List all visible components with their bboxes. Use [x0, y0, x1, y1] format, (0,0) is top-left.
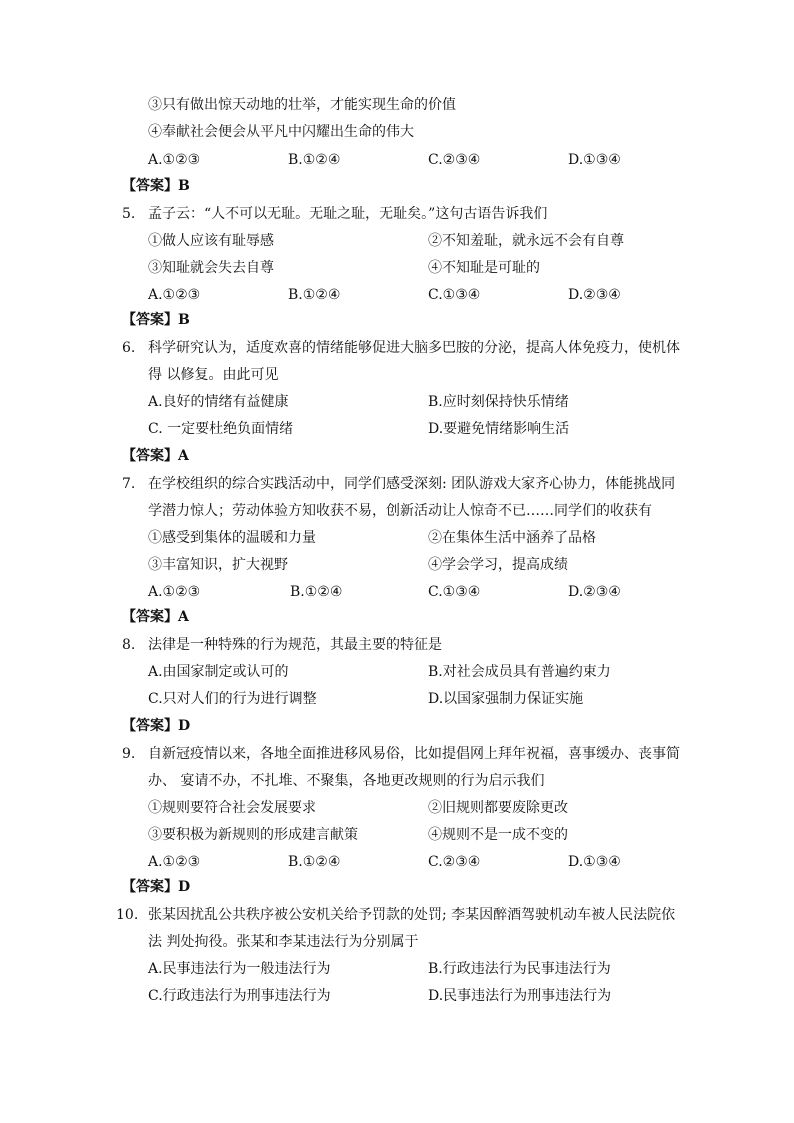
q4-choice-b: B.①②④: [288, 152, 341, 168]
q9-answer: 【答案】D: [122, 879, 191, 895]
q9-option-3: ③要积极为新规则的形成建言献策: [148, 827, 358, 843]
q7-number: 7.: [122, 476, 136, 492]
q10-number: 10.: [116, 907, 139, 923]
q7-option-3: ③丰富知识，扩大视野: [148, 557, 288, 573]
q4-option-3: ③只有做出惊天动地的壮举，才能实现生命的价值: [148, 97, 456, 113]
q6-option-b: B.应时刻保持快乐情绪: [428, 394, 569, 410]
q9-choice-d: D.①③④: [568, 854, 621, 870]
q5-choice-c: C.①③④: [428, 287, 481, 303]
q9-option-4: ④规则不是一成不变的: [428, 827, 568, 843]
q5-choice-a: A.①②③: [148, 287, 201, 303]
q7-choice-d: D.②③④: [568, 584, 621, 600]
q6-option-d: D.要避免情绪影响生活: [428, 421, 570, 437]
q9-choice-a: A.①②③: [148, 854, 201, 870]
q10-stem-line-2: 法 判处拘役。张某和李某违法行为分别属于: [148, 934, 419, 950]
q8-option-b: B.对社会成员具有普遍约束力: [428, 664, 611, 680]
q6-answer: 【答案】A: [122, 448, 189, 464]
q10-stem-line-1: 张某因扰乱公共秩序被公安机关给予罚款的处罚; 李某因醉酒驾驶机动车被人民法院依: [148, 907, 676, 923]
q7-answer: 【答案】A: [122, 609, 189, 625]
q8-stem: 法律是一种特殊的行为规范，其最主要的特征是: [148, 637, 442, 653]
q10-option-d: D.民事违法行为刑事违法行为: [428, 988, 612, 1004]
q6-option-a: A.良好的情绪有益健康: [148, 394, 289, 410]
q5-option-4: ④不知耻是可耻的: [428, 260, 540, 276]
q4-option-4: ④奉献社会便会从平凡中闪耀出生命的伟大: [148, 124, 414, 140]
q7-choice-a: A.①②③: [148, 584, 201, 600]
q9-choice-b: B.①②④: [288, 854, 341, 870]
q7-option-1: ①感受到集体的温暖和力量: [148, 530, 316, 546]
q8-option-c: C.只对人们的行为进行调整: [148, 691, 317, 707]
q8-number: 8.: [122, 637, 136, 653]
q6-stem-line-1: 科学研究认为，适度欢喜的情绪能够促进大脑多巴胺的分泌，提高人体免疫力，使机体: [148, 340, 680, 356]
q7-choice-b: B.①②④: [290, 584, 343, 600]
q7-option-2: ②在集体生活中涵养了品格: [428, 530, 596, 546]
q5-choice-b: B.①②④: [288, 287, 341, 303]
q5-option-1: ①做人应该有耻辱感: [148, 233, 274, 249]
q4-choice-d: D.①③④: [568, 152, 621, 168]
q7-choice-c: C.①③④: [428, 584, 481, 600]
q9-option-2: ②旧规则都要废除更改: [428, 800, 568, 816]
q5-choice-d: D.②③④: [568, 287, 621, 303]
q7-stem-line-2: 学潜力惊人；劳动体验方知收获不易，创新活动让人惊奇不已……同学们的收获有: [148, 503, 652, 519]
q7-stem-line-1: 在学校组织的综合实践活动中，同学们感受深刻: 团队游戏大家齐心协力，体能挑战同: [148, 476, 676, 492]
q5-number: 5.: [122, 206, 136, 222]
q8-option-d: D.以国家强制力保证实施: [428, 691, 584, 707]
q5-option-2: ②不知羞耻，就永远不会有自尊: [428, 233, 624, 249]
q8-option-a: A.由国家制定或认可的: [148, 664, 289, 680]
q5-option-3: ③知耻就会失去自尊: [148, 260, 274, 276]
q10-option-a: A.民事违法行为一般违法行为: [148, 961, 331, 977]
q10-option-b: B.行政违法行为民事违法行为: [428, 961, 611, 977]
q9-number: 9.: [122, 746, 136, 762]
q6-stem-line-2: 得 以修复。由此可见: [148, 367, 279, 383]
q5-stem: 孟子云：“人不可以无耻。无耻之耻，无耻矣。”这句古语告诉我们: [148, 206, 548, 222]
q4-choice-c: C.②③④: [428, 152, 481, 168]
q6-number: 6.: [122, 340, 136, 356]
q9-option-1: ①规则要符合社会发展要求: [148, 800, 316, 816]
q9-stem-line-1: 自新冠疫情以来，各地全面推进移风易俗，比如提倡网上拜年祝福，喜事缓办、丧事简: [148, 746, 680, 762]
q4-answer: 【答案】B: [122, 178, 190, 194]
q4-choice-a: A.①②③: [148, 152, 201, 168]
q9-stem-line-2: 办、 宴请不办，不扎堆、不聚集，各地更改规则的行为启示我们: [148, 773, 545, 789]
q10-option-c: C.行政违法行为刑事违法行为: [148, 988, 331, 1004]
q9-choice-c: C.②③④: [428, 854, 481, 870]
q5-answer: 【答案】B: [122, 312, 190, 328]
q8-answer: 【答案】D: [122, 718, 191, 734]
q7-option-4: ④学会学习，提高成绩: [428, 557, 568, 573]
q6-option-c: C. 一定要杜绝负面情绪: [148, 421, 294, 437]
